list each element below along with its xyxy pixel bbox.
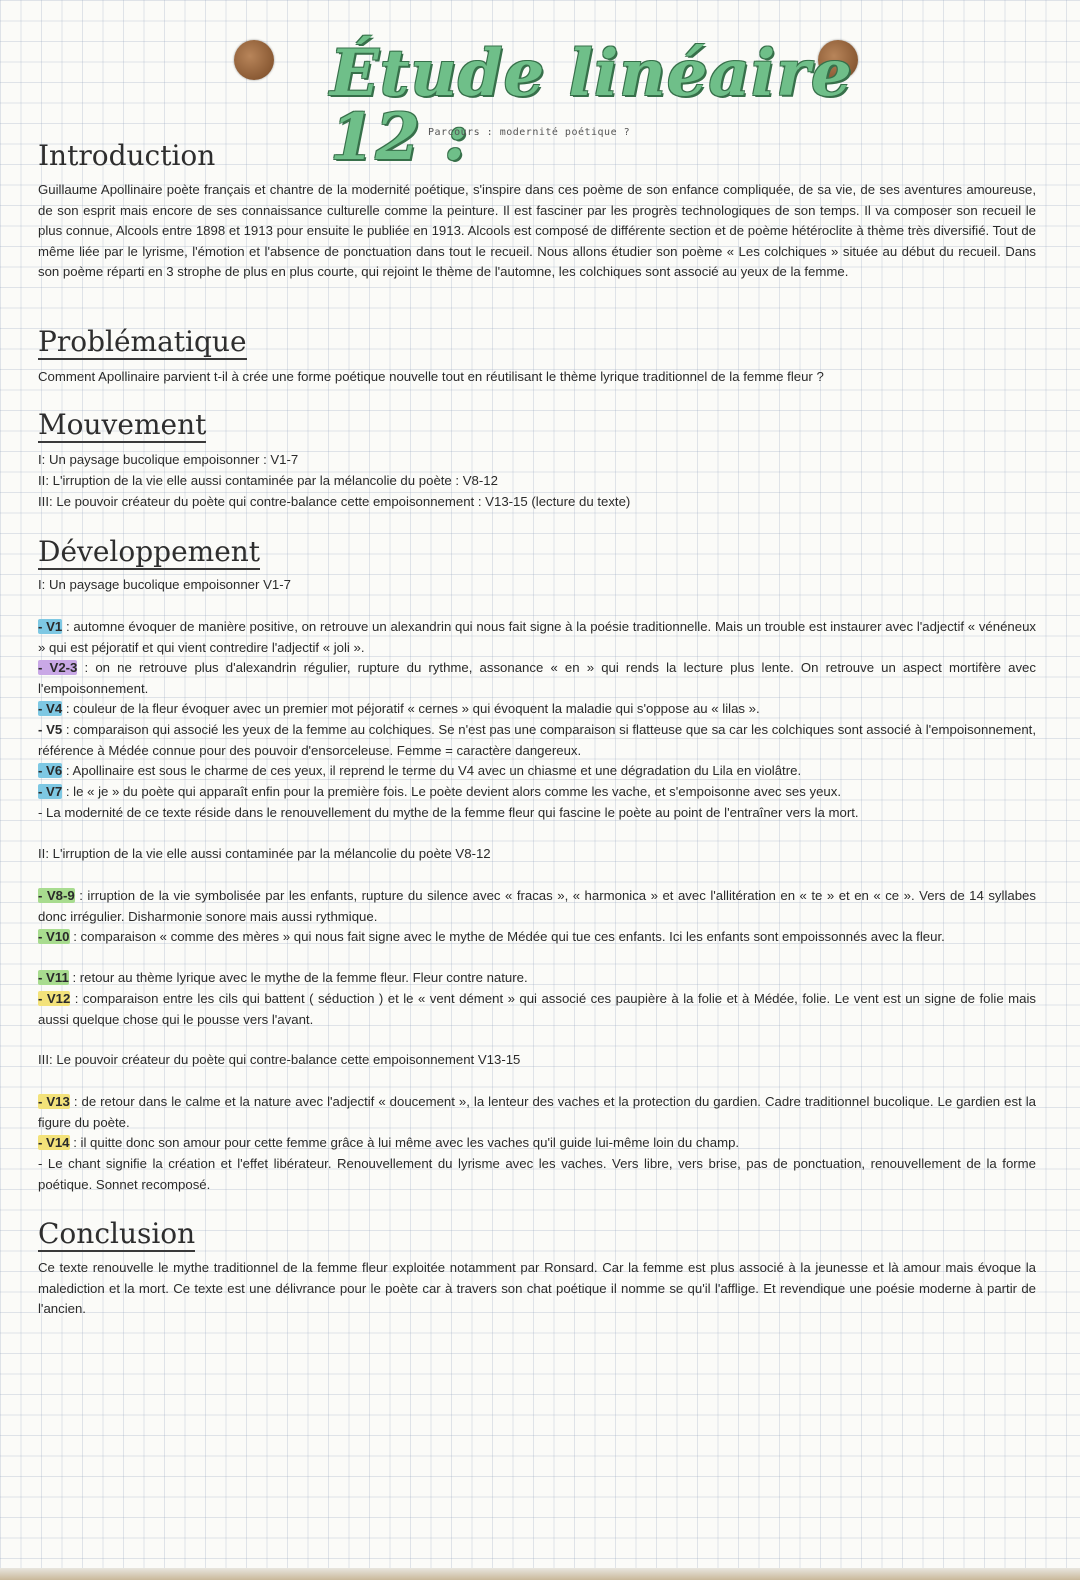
analysis-text: - La modernité de ce texte réside dans le renouvellement du mythe de la femme fleur qui fascine le poète au point de l'entraîner vers la mort. <box>38 805 859 820</box>
analysis-item-v5 <box>38 720 1036 761</box>
analysis-item-v12 <box>38 989 1036 1030</box>
verse-tag: - V6 <box>38 763 63 778</box>
analysis-item-v11 <box>38 968 1036 989</box>
mouvement-item-3: III: Le pouvoir créateur du poète qui contre-balance cette empoisonnement : V13-15 (lecture du texte) <box>38 494 631 509</box>
verse-tag: - V12 <box>38 991 71 1006</box>
analysis-text: : irruption de la vie symbolisée par les enfants, rupture du silence avec « fracas », « harmonica » et avec l'allitération en « te » et en « ce ». Vers de 14 syllabes donc irrégulier. Disharmonie sonore mais aussi rythmique. <box>38 888 1036 924</box>
analysis-item-v2-3 <box>38 658 1036 699</box>
verse-tag: - V8-9 <box>38 888 75 903</box>
mouvement-item-2: II: L'irruption de la vie elle aussi contaminée par la mélancolie du poète : V8-12 <box>38 473 498 488</box>
part2-title: II: L'irruption de la vie elle aussi contaminée par la mélancolie du poète V8-12 <box>38 846 491 861</box>
analysis-text: : il quitte donc son amour pour cette femme grâce à lui même avec les vaches qu'il guide lui-même loin du champ. <box>69 1135 740 1150</box>
part1-title: I: Un paysage bucolique empoisonner V1-7 <box>38 577 291 592</box>
analysis-text: : comparaison qui associé les yeux de la femme au colchiques. Se n'est pas une comparaison si flatteuse que sa car les colchiques sont associé à l'empoisonnement, référence à Médée connue pour des pouvoir d'ensorceleuse. Femme = caractère dangereux. <box>38 722 1036 758</box>
analysis-text: : couleur de la fleur évoquer avec un premier mot péjoratif « cernes » qui évoquent la maladie qui s'oppose au « lilas ». <box>62 701 760 716</box>
analysis-item-v10 <box>38 927 1036 948</box>
introduction-text: Guillaume Apollinaire poète français et chantre de la modernité poétique, s'inspire dans ces poème de son enfance compliquée, de sa vie, de ses aventures amoureuse, de son esprit mais encore de ses connaissance culturelle comme la peinture. Il est fasciner par les progrès technologiques de son temps. Il va composer son recueil le plus connue, Alcools entre 1898 et 1913 pour ensuite le publiée en 1913. Alcools est composé de différente section et de poème hétéroclite à thème très diversifié. Tout de même liée par le lyrisme, l'émotion et l'absence de ponctuation dans tout le recueil. Nous allons étudier son poème « Les colchiques » située au début du recueil. Dans son poème réparti en 3 strophe de plus en plus courte, qui rejoint le thème de l'automne, les colchiques sont associé au yeux de la femme. <box>38 182 1036 279</box>
analysis-item-v4 <box>38 699 1036 720</box>
analysis-item-chant <box>38 1154 1036 1195</box>
analysis-item-v8-9 <box>38 886 1036 927</box>
problematique-text: Comment Apollinaire parvient t-il à crée une forme poétique nouvelle tout en réutilisant le thème lyrique traditionnel de la femme fleur ? <box>38 369 824 384</box>
analysis-item-v13 <box>38 1092 1036 1133</box>
analysis-text: : on ne retrouve plus d'alexandrin régulier, rupture du rythme, assonance « en » qui rends la lecture plus lente. On retrouve un aspect mortifère avec l'empoisonnement. <box>38 660 1036 696</box>
analysis-item-v7 <box>38 782 1036 803</box>
analysis-text: : automne évoquer de manière positive, on retrouve un alexandrin qui nous fait signe à la poésie traditionnelle. Mais un trouble est instaurer avec l'adjectif « vénéneux » qui est péjoratif et qui vient contredire l'adjectif « joli ». <box>38 619 1037 655</box>
analysis-item-v14 <box>38 1133 1036 1154</box>
analysis-item-v6 <box>38 761 1036 782</box>
page-bottom-edge <box>0 1568 1080 1580</box>
verse-tag: - V4 <box>38 701 63 716</box>
mouvement-heading: Mouvement <box>38 408 207 441</box>
verse-tag: - V2-3 <box>38 660 78 675</box>
analysis-text: : comparaison « comme des mères » qui nous fait signe avec le mythe de Médée qui tue ces enfants. Ici les enfants sont empoissonnés avec la fleur. <box>69 929 945 944</box>
verse-tag: - V1 <box>38 619 63 634</box>
problematique-heading: Problématique <box>38 325 247 358</box>
verse-tag: - V5 <box>38 722 63 737</box>
analysis-text: : Apollinaire est sous le charme de ces yeux, il reprend le terme du V4 avec un chiasme et une dégradation du Lila en violâtre. <box>62 763 802 778</box>
binder-hole-left <box>234 40 274 80</box>
verse-tag: - V11 <box>38 970 69 985</box>
conclusion-text: Ce texte renouvelle le mythe traditionnel de la femme fleur exploitée notamment par Ronsard. Car la femme est plus associé à la jeunesse et là amour mais évoque la malediction et la mort. Ce texte est une délivrance pour le poète car à travers son chat poétique il nomme se qu'il l'afflige. Et revendique une poésie moderne à partir de l'ancien. <box>38 1260 1036 1316</box>
page-subtitle: Parcours : modernité poétique ? <box>428 127 631 138</box>
analysis-text: : comparaison entre les cils qui battent ( séduction ) et le « vent dément » qui associé ces paupière à la folie et à Médée, folie. Le vent est un signe de folie mais aussi quelque chose qui le pousse vers l'avant. <box>38 991 1036 1027</box>
part3-title: III: Le pouvoir créateur du poète qui contre-balance cette empoisonnement V13-15 <box>38 1052 521 1067</box>
analysis-text: : de retour dans le calme et la nature avec l'adjectif « doucement », la lenteur des vaches et la protection du gardien. Cadre traditionnel bucolique. Le gardien est la figure du poète. <box>38 1094 1036 1130</box>
developpement-heading: Développement <box>38 535 261 568</box>
analysis-item-modernite <box>38 803 1036 824</box>
verse-tag: - V14 <box>38 1135 70 1150</box>
introduction-heading: Introduction <box>38 139 216 172</box>
analysis-item-v1 <box>38 617 1036 658</box>
verse-tag: - V10 <box>38 929 70 944</box>
analysis-text: : retour au thème lyrique avec le mythe de la femme fleur. Fleur contre nature. <box>68 970 528 985</box>
verse-tag: - V13 <box>38 1094 70 1109</box>
conclusion-heading: Conclusion <box>38 1217 196 1250</box>
page-title: Étude linéaire 12 : <box>330 36 853 175</box>
analysis-text: - Le chant signifie la création et l'effet libérateur. Renouvellement du lyrisme avec les vaches. Vers libre, vers brise, pas de ponctuation, renouvellement de la forme poétique. Sonnet recomposé. <box>38 1156 1036 1192</box>
analysis-text: : le « je » du poète qui apparaît enfin pour la première fois. Le poète devient alors comme les vache, et s'empoisonne avec ses yeux. <box>62 784 842 799</box>
verse-tag: - V7 <box>38 784 63 799</box>
mouvement-item-1: I: Un paysage bucolique empoisonner : V1-7 <box>38 452 299 467</box>
